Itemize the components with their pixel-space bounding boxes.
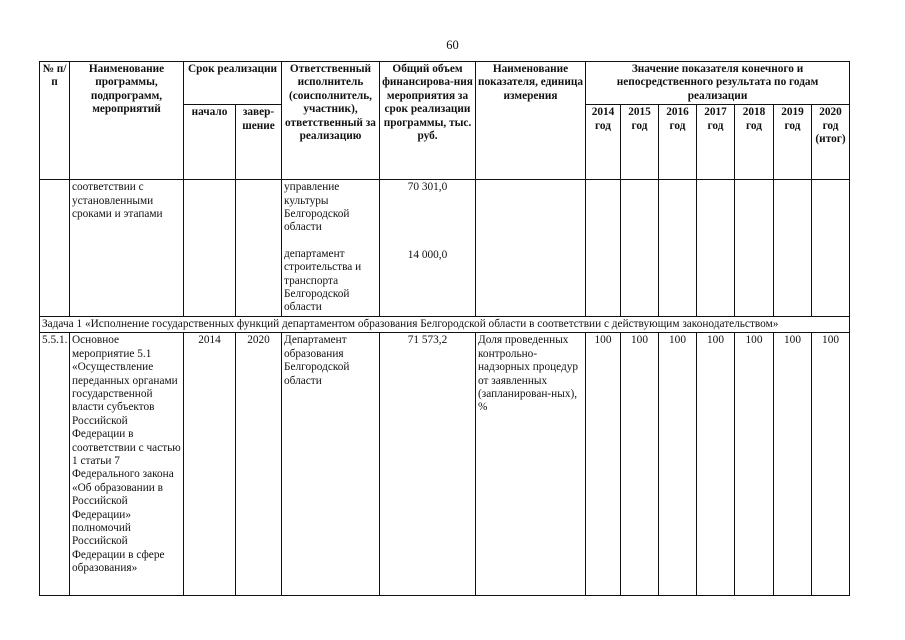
program-table	[39, 61, 850, 596]
value-2019: 100	[774, 333, 812, 596]
funding-construction: 14 000,0	[407, 248, 448, 261]
header-year-2014: 2014 год	[586, 105, 621, 180]
header-responsible: Ответственный исполнитель (соисполнитель, участник), ответственный за реализацию	[282, 62, 380, 180]
row-number: 5.5.1.	[40, 333, 70, 596]
table-row-task	[40, 316, 850, 332]
row-name: Основное мероприятие 5.1 «Осуществление переданных органами государственной власти субъектов Российской Федерации в соответствии с частью 1 статьи 7 Федерального закона «Об образовании в Российской Федерации» полномочий Российской Федерации в сфере образования»	[70, 333, 184, 596]
row-start: 2014	[184, 333, 236, 596]
table-row-item	[40, 333, 850, 596]
header-year-2020: 2020 год (итог)	[812, 105, 850, 180]
row-responsible-continuation	[282, 180, 380, 317]
task-title: Задача 1 «Исполнение государственных функций департаментом образования Белгородской области в соответствии с действующим законодательством»	[40, 316, 850, 332]
value-2017: 100	[697, 333, 735, 596]
value-2018: 100	[735, 333, 774, 596]
value-2015: 100	[621, 333, 659, 596]
row-indicator: Доля проведенных контрольно-надзорных процедур от заявленных (запланирован-ных), %	[476, 333, 586, 596]
responsible-construction: департамент строительства и транспорта Белгородской области	[284, 247, 362, 314]
value-2020: 100	[812, 333, 850, 596]
header-num: № п/п	[40, 62, 70, 180]
header-year-2015: 2015 год	[621, 105, 659, 180]
header-indicator: Наименование показателя, единица измерения	[476, 62, 586, 180]
row-name-continuation: соответствии с установленными сроками и этапами	[70, 180, 184, 317]
page-number: 60	[446, 38, 459, 52]
header-year-2019: 2019 год	[774, 105, 812, 180]
table-row-continuation	[40, 180, 850, 317]
header-funding: Общий объем финансирова-ния мероприятия за срок реализации программы, тыс. руб.	[380, 62, 476, 180]
row-end: 2020	[236, 333, 282, 596]
responsible-culture: управление культуры Белгородской области	[284, 181, 350, 234]
value-2014: 100	[586, 333, 621, 596]
header-term: Срок реализации	[184, 62, 282, 105]
row-responsible: Департамент образования Белгородской области	[282, 333, 380, 596]
value-2016: 100	[659, 333, 697, 596]
header-start: начало	[184, 105, 236, 180]
header-year-2017: 2017 год	[697, 105, 735, 180]
funding-culture: 70 301,0	[407, 181, 448, 194]
header-row-1	[40, 62, 850, 105]
row-funding-continuation	[380, 180, 476, 317]
header-year-2018: 2018 год	[735, 105, 774, 180]
header-name: Наименование программы, подпрограмм, мероприятий	[70, 62, 184, 180]
header-values: Значение показателя конечного и непосредственного результата по годам реализации	[586, 62, 850, 105]
row-funding: 71 573,2	[380, 333, 476, 596]
header-end: завер-шение	[236, 105, 282, 180]
header-year-2016: 2016 год	[659, 105, 697, 180]
